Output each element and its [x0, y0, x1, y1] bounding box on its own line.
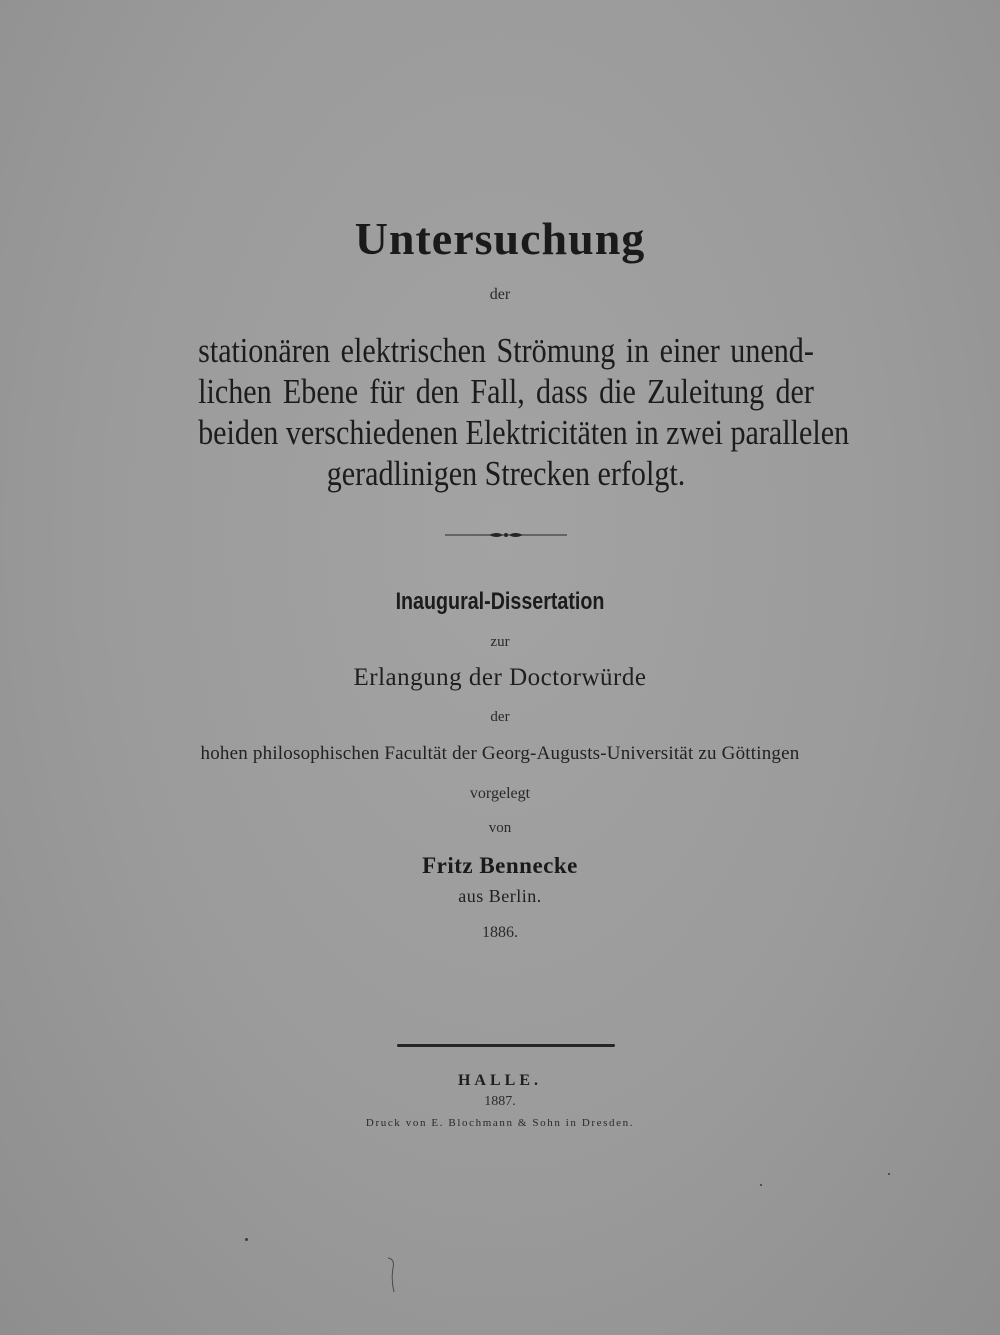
- main-title: Untersuchung: [354, 213, 646, 264]
- subtitle-line-2: lichen Ebene für den Fall, dass die Zuleitung der: [198, 372, 814, 411]
- subtitle-line-3: beiden verschiedenen Elektricitäten in zwei parallelen: [198, 413, 850, 452]
- print-speck: [760, 1184, 762, 1186]
- faculty-line: hohen philosophischen Facultät der Georg-Augusts-Universität zu Göttingen: [200, 743, 800, 764]
- subtitle-line-4: geradlinigen Strecken erfolgt.: [326, 454, 686, 493]
- margin-pencil-mark: [385, 1256, 399, 1296]
- print-speck: [888, 1173, 890, 1175]
- dissertation-year: 1886.: [482, 924, 518, 941]
- author-name: Fritz Bennecke: [422, 853, 578, 878]
- ornament-divider: [445, 528, 567, 542]
- connector-der: der: [489, 286, 511, 303]
- subtitle-line-1: stationären elektrischen Strömung in einer unend-: [198, 331, 814, 370]
- vorgelegt-text: vorgelegt: [469, 785, 531, 802]
- imprint-rule: [397, 1044, 615, 1047]
- connector-der-2: der: [490, 709, 510, 725]
- imprint-place: HALLE.: [457, 1072, 542, 1089]
- von-text: von: [488, 820, 512, 836]
- author-origin: aus Berlin.: [458, 886, 542, 906]
- degree-line: Erlangung der Doctorwürde: [353, 664, 647, 691]
- printer-line: Druck von E. Blochmann & Sohn in Dresden.: [365, 1117, 635, 1129]
- dissertation-label: Inaugural-Dissertation: [395, 588, 605, 615]
- subtitle-block: [198, 330, 850, 494]
- connector-zur: zur: [490, 634, 510, 650]
- print-speck: [245, 1238, 248, 1241]
- imprint-year: 1887.: [484, 1094, 516, 1109]
